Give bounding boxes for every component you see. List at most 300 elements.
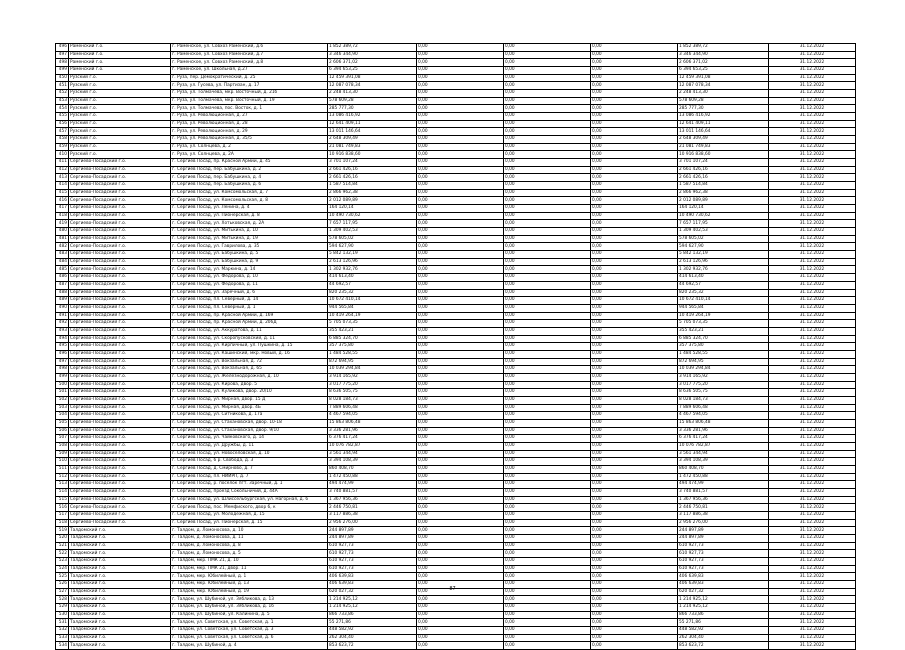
cell-amount: 12 087 078,34 <box>328 82 417 90</box>
cell-locality: Сергиево-Посадский г.о. <box>69 166 171 174</box>
cell-zero3: 0,00 <box>591 573 678 581</box>
cell-zero2: 0,00 <box>504 312 591 320</box>
cell-num: 494 <box>56 335 69 343</box>
cell-amount: 15 863 806,48 <box>328 419 417 427</box>
cell-zero2: 0,00 <box>504 573 591 581</box>
cell-date: 31.12.2022 <box>769 358 856 366</box>
table-row <box>56 274 856 282</box>
cell-total: 494 474,99 <box>678 481 769 489</box>
cell-address: г. Талдом, д. Ломоносова, д. 11 <box>171 535 328 543</box>
cell-zero1: 0,00 <box>417 558 504 566</box>
cell-zero2: 0,00 <box>504 604 591 612</box>
cell-date: 31.12.2022 <box>769 235 856 243</box>
cell-total: 594 627,90 <box>678 243 769 251</box>
cell-zero2: 0,00 <box>504 404 591 412</box>
cell-zero2: 0,00 <box>504 220 591 228</box>
cell-zero3: 0,00 <box>591 504 678 512</box>
cell-zero3: 0,00 <box>591 596 678 604</box>
cell-zero2: 0,00 <box>504 136 591 144</box>
cell-date: 31.12.2022 <box>769 174 856 182</box>
cell-locality: Сергиево-Посадский г.о. <box>69 297 171 305</box>
cell-address: г. Раменское, ул. Совхоз Раменский, д.6 <box>171 44 328 52</box>
cell-address: г. Руза, ул. Революционная, д. 35/5 <box>171 136 328 144</box>
cell-zero2: 0,00 <box>504 442 591 450</box>
cell-zero2: 0,00 <box>504 59 591 67</box>
cell-zero2: 0,00 <box>504 128 591 136</box>
cell-total: 12 459 391,08 <box>678 74 769 82</box>
cell-zero3: 0,00 <box>591 496 678 504</box>
cell-total: 10 916 838,60 <box>678 151 769 159</box>
cell-zero2: 0,00 <box>504 366 591 374</box>
cell-amount: 1 852 389,72 <box>328 44 417 52</box>
table-row <box>56 604 856 612</box>
cell-address: г. Сергиев Посад, ул. Стахановская, двор. 9/10 <box>171 427 328 435</box>
cell-locality: Сергиево-Посадский г.о. <box>69 442 171 450</box>
cell-num: 497 <box>56 358 69 366</box>
table-row <box>56 266 856 274</box>
cell-amount: 2 446 750,81 <box>328 504 417 512</box>
cell-address: г. Сергиев Посад, ул. Комсомольская, д. 8 <box>171 197 328 205</box>
cell-num: 499 <box>56 373 69 381</box>
table-row <box>56 373 856 381</box>
cell-num: 414 <box>56 182 69 190</box>
cell-total: 6 394 653,25 <box>678 67 769 75</box>
table-row <box>56 151 856 159</box>
cell-amount: 10 916 838,60 <box>328 151 417 159</box>
cell-zero3: 0,00 <box>591 435 678 443</box>
table-row <box>56 182 856 190</box>
cell-address: г. Руза, пер. Демократический, д. 25 <box>171 74 328 82</box>
cell-total: 620 027,32 <box>678 588 769 596</box>
cell-date: 31.12.2022 <box>769 258 856 266</box>
cell-zero3: 0,00 <box>591 251 678 259</box>
cell-total: 13 011 146,64 <box>678 128 769 136</box>
cell-zero3: 0,00 <box>591 297 678 305</box>
cell-address: г. Руза, ул. Толмачева, пос. Восток, д. 1 <box>171 105 328 113</box>
cell-locality: Сергиево-Посадский г.о. <box>69 458 171 466</box>
cell-zero3: 0,00 <box>591 44 678 52</box>
table-row <box>56 51 856 59</box>
table-row <box>56 205 856 213</box>
cell-zero1: 0,00 <box>417 481 504 489</box>
cell-address: г. Сергиев Посад, ул. Кашинский, мкр. Новый, д. 16 <box>171 350 328 358</box>
cell-zero1: 0,00 <box>417 266 504 274</box>
cell-zero2: 0,00 <box>504 542 591 550</box>
cell-zero1: 0,00 <box>417 588 504 596</box>
page-number: 87 <box>449 586 456 592</box>
cell-locality: Талдомский г.о. <box>69 604 171 612</box>
cell-zero2: 0,00 <box>504 527 591 535</box>
cell-address: г. Сергиев Посад, пер. Бабушкина, д. 2 <box>171 166 328 174</box>
cell-date: 31.12.2022 <box>769 189 856 197</box>
cell-locality: Сергиево-Посадский г.о. <box>69 251 171 259</box>
cell-date: 31.12.2022 <box>769 427 856 435</box>
cell-zero2: 0,00 <box>504 519 591 527</box>
cell-num: 485 <box>56 266 69 274</box>
cell-num: 504 <box>56 412 69 420</box>
cell-locality: Талдомский г.о. <box>69 527 171 535</box>
cell-address: г. Талдом, ул. Шубиной, ул. Зябликова, д. 1б <box>171 604 328 612</box>
cell-num: 417 <box>56 205 69 213</box>
table-row <box>56 251 856 259</box>
cell-date: 31.12.2022 <box>769 496 856 504</box>
cell-zero3: 0,00 <box>591 335 678 343</box>
cell-zero2: 0,00 <box>504 258 591 266</box>
cell-locality: Раменский г.о. <box>69 67 171 75</box>
cell-zero1: 0,00 <box>417 435 504 443</box>
cell-address: г. Руза, ул. Солнцева, д. 2А <box>171 151 328 159</box>
cell-zero1: 0,00 <box>417 304 504 312</box>
cell-locality: Рузский г.о. <box>69 120 171 128</box>
cell-num: 412 <box>56 166 69 174</box>
table-row <box>56 358 856 366</box>
cell-address: г. Руза, ул. Солнцева, д. 2 <box>171 143 328 151</box>
cell-zero1: 0,00 <box>417 51 504 59</box>
cell-zero2: 0,00 <box>504 151 591 159</box>
cell-address: г. Сергиев Посад, проезд Сокольничий, д. 44А <box>171 488 328 496</box>
cell-num: 509 <box>56 450 69 458</box>
cell-zero2: 0,00 <box>504 297 591 305</box>
cell-zero2: 0,00 <box>504 488 591 496</box>
cell-total: 1 302 932,76 <box>678 266 769 274</box>
cell-num: 521 <box>56 542 69 550</box>
cell-zero3: 0,00 <box>591 197 678 205</box>
cell-zero1: 0,00 <box>417 450 504 458</box>
cell-amount: 1 214 925,12 <box>328 596 417 604</box>
cell-zero1: 0,00 <box>417 404 504 412</box>
cell-amount: 6 394 653,25 <box>328 67 417 75</box>
table-row <box>56 312 856 320</box>
cell-amount: 164 120,14 <box>328 205 417 213</box>
cell-total: 1 472 450,88 <box>678 473 769 481</box>
table-row <box>56 450 856 458</box>
cell-date: 31.12.2022 <box>769 67 856 75</box>
cell-num: 452 <box>56 90 69 98</box>
table-row <box>56 320 856 328</box>
cell-zero1: 0,00 <box>417 67 504 75</box>
cell-num: 450 <box>56 74 69 82</box>
cell-zero1: 0,00 <box>417 519 504 527</box>
cell-amount: 5 705 073,35 <box>328 320 417 328</box>
cell-date: 31.12.2022 <box>769 396 856 404</box>
table-row <box>56 535 856 543</box>
cell-zero3: 0,00 <box>591 473 678 481</box>
table-row <box>56 396 856 404</box>
cell-address: г. Сергиев Посад, ул. Куликова, двор. 20/10 <box>171 389 328 397</box>
cell-date: 31.12.2022 <box>769 627 856 635</box>
cell-address: г. Талдом, мкр. Юбилейный, д. 1 <box>171 573 328 581</box>
cell-total: 448 582,92 <box>678 627 769 635</box>
table-row <box>56 82 856 90</box>
cell-zero3: 0,00 <box>591 427 678 435</box>
cell-date: 31.12.2022 <box>769 74 856 82</box>
table-row <box>56 174 856 182</box>
cell-address: г. Сергиев Посад, ул. Гаврилова, д. 35 <box>171 243 328 251</box>
cell-amount: 3 336 281,96 <box>328 427 417 435</box>
cell-zero2: 0,00 <box>504 496 591 504</box>
cell-amount: 448 582,92 <box>328 627 417 635</box>
cell-zero3: 0,00 <box>591 304 678 312</box>
cell-total: 12 641 409,11 <box>678 120 769 128</box>
cell-total: 820 235,32 <box>678 289 769 297</box>
cell-date: 31.12.2022 <box>769 274 856 282</box>
cell-amount: 2 661 426,16 <box>328 166 417 174</box>
cell-date: 31.12.2022 <box>769 128 856 136</box>
cell-total: 406 639,83 <box>678 581 769 589</box>
cell-total: 2 012 089,89 <box>678 197 769 205</box>
cell-amount: 494 474,99 <box>328 481 417 489</box>
cell-locality: Сергиево-Посадский г.о. <box>69 412 171 420</box>
cell-locality: Сергиево-Посадский г.о. <box>69 304 171 312</box>
cell-zero2: 0,00 <box>504 228 591 236</box>
cell-date: 31.12.2022 <box>769 335 856 343</box>
cell-num: 480 <box>56 228 69 236</box>
cell-total: 610 927,73 <box>678 542 769 550</box>
cell-address: г. Сергиев Посад, ул. Скоропусковский, д. 11 <box>171 335 328 343</box>
cell-address: г. Раменское, ул. Школьная, д.27 <box>171 67 328 75</box>
cell-zero3: 0,00 <box>591 281 678 289</box>
cell-zero3: 0,00 <box>591 627 678 635</box>
cell-total: 44 692,57 <box>678 281 769 289</box>
cell-zero1: 0,00 <box>417 205 504 213</box>
cell-zero3: 0,00 <box>591 82 678 90</box>
cell-date: 31.12.2022 <box>769 573 856 581</box>
cell-zero3: 0,00 <box>591 258 678 266</box>
cell-date: 31.12.2022 <box>769 450 856 458</box>
cell-num: 419 <box>56 220 69 228</box>
cell-date: 31.12.2022 <box>769 565 856 573</box>
cell-zero1: 0,00 <box>417 74 504 82</box>
cell-zero1: 0,00 <box>417 604 504 612</box>
cell-locality: Сергиево-Посадский г.о. <box>69 281 171 289</box>
cell-date: 31.12.2022 <box>769 151 856 159</box>
cell-address: г. Руза, ул. Гусева, ул. Партизан, д. 17 <box>171 82 328 90</box>
cell-zero2: 0,00 <box>504 511 591 519</box>
table-row <box>56 281 856 289</box>
cell-locality: Сергиево-Посадский г.о. <box>69 389 171 397</box>
cell-date: 31.12.2022 <box>769 488 856 496</box>
cell-num: 505 <box>56 419 69 427</box>
cell-total: 2 661 426,16 <box>678 174 769 182</box>
cell-amount: 414 613,40 <box>328 274 417 282</box>
cell-amount: 610 927,73 <box>328 565 417 573</box>
cell-date: 31.12.2022 <box>769 596 856 604</box>
cell-amount: 1 309 402,53 <box>328 228 417 236</box>
table-row <box>56 105 856 113</box>
table-row <box>56 634 856 642</box>
cell-date: 31.12.2022 <box>769 251 856 259</box>
address-register-table <box>55 43 856 650</box>
cell-zero1: 0,00 <box>417 197 504 205</box>
cell-num: 495 <box>56 343 69 351</box>
cell-amount: 6 376 417,24 <box>328 435 417 443</box>
cell-num: 484 <box>56 258 69 266</box>
cell-zero1: 0,00 <box>417 113 504 121</box>
table-row <box>56 427 856 435</box>
cell-zero1: 0,00 <box>417 289 504 297</box>
cell-zero3: 0,00 <box>591 128 678 136</box>
cell-num: 497 <box>56 51 69 59</box>
cell-zero3: 0,00 <box>591 366 678 374</box>
cell-locality: Талдомский г.о. <box>69 550 171 558</box>
cell-amount: 21 081 749,83 <box>328 143 417 151</box>
cell-total: 610 927,73 <box>678 558 769 566</box>
cell-num: 518 <box>56 519 69 527</box>
cell-num: 490 <box>56 304 69 312</box>
cell-num: 498 <box>56 59 69 67</box>
cell-num: 493 <box>56 327 69 335</box>
cell-amount: 2 648 309,49 <box>328 136 417 144</box>
cell-zero2: 0,00 <box>504 350 591 358</box>
cell-zero1: 0,00 <box>417 573 504 581</box>
cell-zero2: 0,00 <box>504 212 591 220</box>
cell-locality: Сергиево-Посадский г.о. <box>69 327 171 335</box>
cell-date: 31.12.2022 <box>769 511 856 519</box>
cell-locality: Талдомский г.о. <box>69 611 171 619</box>
cell-zero1: 0,00 <box>417 427 504 435</box>
cell-total: 1 367 956,36 <box>678 496 769 504</box>
cell-address: г. Раменское, ул. Совхоз Раменский, д.7 <box>171 51 328 59</box>
cell-amount: 10 076 782,87 <box>328 442 417 450</box>
cell-total: 8 028 184,73 <box>678 396 769 404</box>
cell-date: 31.12.2022 <box>769 527 856 535</box>
cell-num: 524 <box>56 565 69 573</box>
cell-address: г. Талдом, мкр. Юбилейный, д. 19 <box>171 588 328 596</box>
cell-locality: Талдомский г.о. <box>69 634 171 642</box>
cell-address: г. Руза, ул. Толмачева, мкр. Восточный, д. 21б <box>171 90 328 98</box>
cell-amount: 820 235,32 <box>328 289 417 297</box>
cell-total: 2 446 750,81 <box>678 504 769 512</box>
cell-amount: 1 587 514,84 <box>328 182 417 190</box>
cell-total: 8 636 505,75 <box>678 389 769 397</box>
cell-amount: 3 394 108,39 <box>328 458 417 466</box>
cell-num: 458 <box>56 136 69 144</box>
cell-address: г. Сергиев Посад, 6 р. Свобода, д. 3 <box>171 458 328 466</box>
cell-date: 31.12.2022 <box>769 90 856 98</box>
cell-address: г. Сергиев Посад, ул. Аккуратова, д. 11 <box>171 327 328 335</box>
cell-locality: Сергиево-Посадский г.о. <box>69 189 171 197</box>
cell-zero1: 0,00 <box>417 44 504 52</box>
cell-zero1: 0,00 <box>417 627 504 635</box>
cell-zero1: 0,00 <box>417 251 504 259</box>
cell-num: 529 <box>56 604 69 612</box>
cell-zero3: 0,00 <box>591 381 678 389</box>
cell-zero3: 0,00 <box>591 419 678 427</box>
cell-total: 21 081 749,83 <box>678 143 769 151</box>
cell-zero2: 0,00 <box>504 304 591 312</box>
cell-num: 533 <box>56 634 69 642</box>
cell-zero1: 0,00 <box>417 458 504 466</box>
cell-locality: Талдомский г.о. <box>69 573 171 581</box>
cell-zero3: 0,00 <box>591 519 678 527</box>
cell-address: г. Сергиев Посад, ул. Пионерская, д. 8 <box>171 212 328 220</box>
cell-locality: Рузский г.о. <box>69 82 171 90</box>
cell-locality: Сергиево-Посадский г.о. <box>69 182 171 190</box>
cell-num: 523 <box>56 558 69 566</box>
cell-amount: 13 086 416,92 <box>328 113 417 121</box>
cell-zero2: 0,00 <box>504 427 591 435</box>
cell-num: 517 <box>56 511 69 519</box>
cell-address: г. Сергиев Посад, ул. Маркина, д. 14 <box>171 266 328 274</box>
cell-zero3: 0,00 <box>591 565 678 573</box>
cell-total: 610 927,73 <box>678 550 769 558</box>
table-row <box>56 488 856 496</box>
cell-zero2: 0,00 <box>504 396 591 404</box>
cell-zero1: 0,00 <box>417 281 504 289</box>
cell-amount: 2 866 962,38 <box>328 189 417 197</box>
cell-total: 610 927,73 <box>678 565 769 573</box>
cell-total: 2 606 371,02 <box>678 59 769 67</box>
cell-address: г. Руза, ул. Революционная, д. 29 <box>171 128 328 136</box>
cell-address: г. Сергиев Посад, пл. Северный, д. 14 <box>171 297 328 305</box>
cell-num: 510 <box>56 458 69 466</box>
cell-zero2: 0,00 <box>504 327 591 335</box>
cell-num: 410 <box>56 151 69 159</box>
cell-total: 12 087 078,34 <box>678 82 769 90</box>
cell-zero3: 0,00 <box>591 289 678 297</box>
cell-address: г. Сергиев Посад, ул. Вокзальная, д. 72 <box>171 358 328 366</box>
cell-address: г. Руза, ул. Толмачева, мкр. Восточный, д. 19 <box>171 97 328 105</box>
cell-amount: 1 302 932,76 <box>328 266 417 274</box>
table-row <box>56 473 856 481</box>
table-row <box>56 527 856 535</box>
cell-date: 31.12.2022 <box>769 289 856 297</box>
cell-amount: 10 419 264,19 <box>328 312 417 320</box>
cell-zero3: 0,00 <box>591 120 678 128</box>
cell-address: г. Сергиев Посад, ул. Заречный, д. 6 <box>171 289 328 297</box>
cell-zero1: 0,00 <box>417 90 504 98</box>
cell-address: г. Сергиев Посад, пр. Красной Армии, д. 169 <box>171 312 328 320</box>
cell-address: г. Сергиев Посад, ул. Федорова, д. 11 <box>171 281 328 289</box>
cell-total: 3 346 344,90 <box>678 51 769 59</box>
cell-date: 31.12.2022 <box>769 381 856 389</box>
cell-zero3: 0,00 <box>591 59 678 67</box>
cell-zero2: 0,00 <box>504 596 591 604</box>
cell-date: 31.12.2022 <box>769 228 856 236</box>
cell-locality: Сергиево-Посадский г.о. <box>69 435 171 443</box>
cell-num: 451 <box>56 82 69 90</box>
cell-amount: 610 927,73 <box>328 558 417 566</box>
cell-zero3: 0,00 <box>591 113 678 121</box>
cell-num: 489 <box>56 297 69 305</box>
cell-num: 531 <box>56 619 69 627</box>
cell-date: 31.12.2022 <box>769 327 856 335</box>
table-row <box>56 197 856 205</box>
cell-total: 3 740 881,57 <box>678 488 769 496</box>
cell-num: 459 <box>56 143 69 151</box>
cell-amount: 2 248 413,30 <box>328 90 417 98</box>
table-row <box>56 573 856 581</box>
cell-zero3: 0,00 <box>591 404 678 412</box>
table-row <box>56 596 856 604</box>
cell-zero1: 0,00 <box>417 611 504 619</box>
cell-amount: 355 423,21 <box>328 327 417 335</box>
cell-locality: Талдомский г.о. <box>69 581 171 589</box>
cell-zero1: 0,00 <box>417 496 504 504</box>
cell-locality: Сергиево-Посадский г.о. <box>69 289 171 297</box>
cell-total: 10 672 410,14 <box>678 297 769 305</box>
cell-date: 31.12.2022 <box>769 350 856 358</box>
cell-amount: 8 636 505,75 <box>328 389 417 397</box>
cell-zero1: 0,00 <box>417 312 504 320</box>
cell-total: 3 017 775,20 <box>678 381 769 389</box>
cell-zero2: 0,00 <box>504 143 591 151</box>
table-row <box>56 458 856 466</box>
cell-zero3: 0,00 <box>591 604 678 612</box>
cell-address: г. Сергиев Посад, ул. Кирова, двор. 5 <box>171 381 328 389</box>
cell-total: 10 076 782,87 <box>678 442 769 450</box>
cell-address: г. Сергиев Посад, ул. Чайковского, д. 14 <box>171 435 328 443</box>
